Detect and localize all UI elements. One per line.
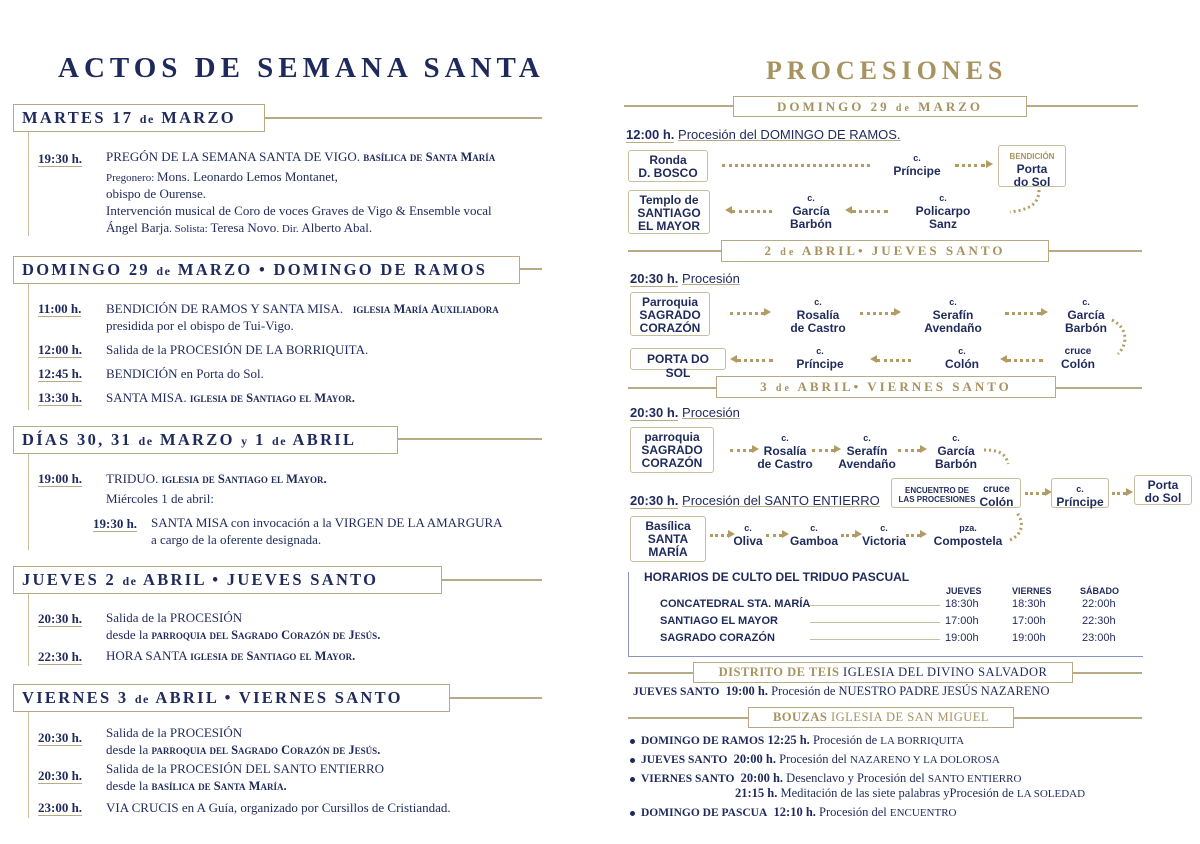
event-text: presidida por el obispo de Tui-Vigo.	[106, 318, 294, 333]
section-rule	[28, 712, 29, 818]
route-arrow	[730, 449, 752, 452]
event-text: desde la parroquia del Sagrado Corazón de Jesús.	[106, 627, 381, 642]
band-bouzas: BOUZAS IGLESIA DE SAN MIGUEL	[748, 707, 1014, 728]
table-column-header: JUEVES	[946, 586, 982, 596]
route-curve	[982, 444, 1018, 468]
event-text: TRIDUO. iglesia de Santiago el Mayor.	[106, 471, 327, 486]
event-text: VIA CRUCIS en A Guía, organizado por Cursillos de Cristiandad.	[106, 800, 451, 815]
event-time: 12:00 h.	[38, 342, 83, 357]
event-time: 20:30 h.	[38, 611, 83, 626]
section-rule	[28, 454, 29, 550]
route-curve	[1108, 318, 1134, 358]
event-time: 12:45 h.	[38, 366, 83, 381]
event-text: desde la basílica de Santa María.	[106, 778, 287, 793]
route-curve	[1004, 510, 1028, 546]
route-node-basilica: Basílica SANTA MARÍA	[630, 516, 706, 562]
divider	[262, 117, 542, 119]
route-time: 20:30 h. Procesión	[630, 405, 740, 420]
route-arrow	[898, 449, 920, 452]
route-arrow	[730, 312, 764, 315]
route-stop: pza. Compostela	[933, 523, 1003, 548]
divider	[396, 438, 542, 440]
route-stop: c. Príncipe	[893, 153, 941, 178]
table-cell: 18:30h	[1012, 598, 1046, 610]
event-time: 19:30 h.	[93, 516, 138, 531]
event-text: desde la parroquia del Sagrado Corazón de Jesús.	[106, 742, 381, 757]
table-cell: 17:00h	[1012, 615, 1046, 627]
route-stop: c. García Barbón	[935, 433, 977, 471]
table-row-name: SANTIAGO EL MAYOR	[660, 615, 778, 627]
procesiones-title: PROCESIONES	[766, 56, 1008, 85]
event-time: 13:30 h.	[38, 390, 83, 405]
event-text: Salida de la PROCESIÓN	[106, 725, 243, 740]
route-time: 12:00 h. Procesión del DOMINGO DE RAMOS.	[626, 127, 901, 142]
event-time: 22:30 h.	[38, 649, 83, 664]
route-arrow	[1005, 312, 1041, 315]
divider	[440, 579, 542, 581]
route-stop: c. García Barbón	[1065, 297, 1107, 335]
arrow-head	[894, 308, 901, 316]
route-arrow	[737, 359, 773, 362]
route-stop: c. García Barbón	[790, 193, 832, 231]
bouzas-line: DOMINGO DE PASCUA 12:10 h. Procesión del ENCUENTRO	[630, 805, 956, 820]
table-column-header: SÁBADO	[1080, 586, 1120, 596]
route-stop: c. Serafín Avendaño	[838, 433, 896, 471]
route-stop: c. Rosalía de Castro	[790, 297, 846, 335]
route-node-principe: c. Príncipe	[1051, 478, 1109, 508]
event-text: Salida de la PROCESIÓN	[106, 610, 243, 625]
bouzas-line: JUEVES SANTO 20:00 h. Procesión del NAZARENO Y LA DOLOROSA	[630, 752, 1000, 767]
event-text: BENDICIÓN DE RAMOS Y SANTA MISA. iglesia María Auxiliadora	[106, 301, 499, 316]
table-title: HORARIOS DE CULTO DEL TRIDUO PASCUAL	[644, 570, 910, 584]
route-time: 20:30 h. Procesión	[630, 271, 740, 286]
page-title: ACTOS DE SEMANA SANTA	[58, 52, 545, 84]
leader-line	[810, 605, 940, 606]
arrow-head	[845, 206, 852, 214]
event-text: obispo de Ourense.	[106, 186, 207, 201]
bouzas-line: 21:15 h. Meditación de las siete palabras yProcesión de LA SOLEDAD	[735, 786, 1086, 800]
arrow-head	[920, 530, 927, 538]
table-cell: 23:00h	[1082, 632, 1116, 644]
table-cell: 19:00h	[1012, 632, 1046, 644]
band-domingo-29: DOMINGO 29 de MARZO	[733, 96, 1027, 117]
section-header-martes: MARTES 17 de MARZO	[13, 104, 265, 132]
event-text: PREGÓN DE LA SEMANA SANTA DE VIGO. basílica de Santa María	[106, 149, 496, 164]
table-row-name: CONCATEDRAL STA. MARÍA	[660, 598, 811, 610]
arrow-head	[1126, 488, 1133, 496]
route-node: Ronda D. BOSCO	[628, 150, 708, 182]
event-time: 19:30 h.	[38, 151, 83, 166]
event-text: SANTA MISA. iglesia de Santiago el Mayor.	[106, 390, 355, 405]
band-jueves-santo: 2 de ABRIL• JUEVES SANTO	[721, 240, 1049, 262]
event-text: Intervención musical de Coro de voces Graves de Vigo & Ensemble vocal	[106, 203, 492, 218]
arrow-head	[764, 308, 771, 316]
divider	[448, 697, 542, 699]
route-arrow	[955, 164, 985, 167]
section-rule	[28, 132, 29, 236]
route-curve	[1006, 188, 1046, 218]
event-text: SANTA MISA con invocación a la VIRGEN DE LA AMARGURA	[151, 515, 503, 530]
section-header-jueves: JUEVES 2 de ABRIL • JUEVES SANTO	[13, 566, 442, 594]
route-node-parroquia: Parroquia SAGRADO CORAZÓN	[630, 292, 710, 336]
teis-line: JUEVES SANTO 19:00 h. Procesión de NUESTRO PADRE JESÚS NAZARENO	[633, 684, 1050, 698]
leader-line	[810, 622, 940, 623]
event-text: a cargo de la oferente designada.	[151, 532, 322, 547]
section-header-dias: DÍAS 30, 31 de MARZO y 1 de ABRIL	[13, 426, 398, 454]
route-arrow	[1007, 359, 1043, 362]
event-time: 20:30 h.	[38, 730, 83, 745]
band-teis: DISTRITO DE TEIS IGLESIA DEL DIVINO SALVADOR	[693, 662, 1073, 683]
table-cell: 17:00h	[945, 615, 979, 627]
event-text: Ángel Barja. Solista: Teresa Novo. Dir. Alberto Abal.	[106, 220, 373, 235]
event-time: 23:00 h.	[38, 800, 83, 815]
event-time: 20:30 h.	[38, 768, 83, 783]
table-cell: 22:30h	[1082, 615, 1116, 627]
route-arrow	[906, 534, 920, 537]
section-rule	[28, 284, 29, 410]
route-node-porta-do-sol: Porta do Sol	[1134, 475, 1192, 505]
event-text: Miércoles 1 de abril:	[106, 491, 214, 506]
event-time: 19:00 h.	[38, 471, 83, 486]
table-row-name: SAGRADO CORAZÓN	[660, 632, 775, 644]
route-arrow	[722, 164, 870, 167]
route-arrow	[1112, 492, 1126, 495]
route-node-porta-do-sol: BENDICIÓN Porta do Sol	[998, 145, 1066, 187]
section-header-domingo: DOMINGO 29 de MARZO • DOMINGO DE RAMOS	[13, 256, 520, 284]
section-rule	[28, 594, 29, 666]
bouzas-line: VIERNES SANTO 20:00 h. Desenclavo y Procesión del SANTO ENTIERRO	[630, 771, 1021, 786]
event-text: Pregonero: Mons. Leonardo Lemos Montanet,	[106, 169, 338, 184]
route-stop: c. Serafín Avendaño	[924, 297, 982, 335]
bouzas-line: DOMINGO DE RAMOS 12:25 h. Procesión de LA BORRIQUITA	[630, 733, 964, 748]
route-stop: c. Colón	[945, 346, 979, 371]
route-stop: cruce Colón	[1061, 346, 1095, 371]
route-arrow	[710, 534, 730, 537]
route-time: 20:30 h. Procesión del SANTO ENTIERRO	[630, 493, 880, 508]
arrow-head	[870, 355, 877, 363]
route-stop: c. Policarpo Sanz	[915, 193, 971, 231]
table-cell: 19:00h	[945, 632, 979, 644]
route-arrow	[877, 359, 911, 362]
band-viernes-santo: 3 de ABRIL• VIERNES SANTO	[716, 376, 1056, 398]
event-text: Salida de la PROCESIÓN DEL SANTO ENTIERRO	[106, 761, 385, 776]
arrow-head	[920, 445, 927, 453]
leader-line	[810, 639, 940, 640]
route-stop: c. Oliva	[733, 523, 763, 548]
event-text: Salida de la PROCESIÓN DE LA BORRIQUITA.	[106, 342, 369, 357]
event-time: 11:00 h.	[38, 301, 82, 316]
route-arrow	[766, 534, 782, 537]
arrow-head	[1041, 308, 1048, 316]
route-node-parroquia: parroquia SAGRADO CORAZÓN	[630, 427, 714, 473]
table-column-header: VIERNES	[1012, 586, 1052, 596]
table-cell: 22:00h	[1082, 598, 1116, 610]
route-stop: c. Victoria	[862, 523, 906, 548]
route-node-encuentro: ENCUENTRO DE LAS PROCESIONEScruce Colón	[891, 478, 1021, 508]
section-header-viernes: VIERNES 3 de ABRIL • VIERNES SANTO	[13, 684, 450, 712]
arrow-head	[725, 206, 732, 214]
route-arrow	[852, 210, 888, 213]
route-arrow	[860, 312, 894, 315]
event-text: HORA SANTA iglesia de Santiago el Mayor.	[106, 648, 356, 663]
route-arrow	[812, 449, 834, 452]
arrow-head	[1000, 355, 1007, 363]
route-arrow	[732, 210, 772, 213]
table-cell: 18:30h	[945, 598, 979, 610]
route-stop: c. Príncipe	[796, 346, 844, 371]
route-arrow	[841, 534, 855, 537]
route-node-templo: Templo de SANTIAGO EL MAYOR	[628, 190, 710, 234]
event-text: BENDICIÓN en Porta do Sol.	[106, 366, 264, 381]
route-node-porta-do-sol: PORTA DO SOL	[630, 348, 726, 370]
divider	[518, 268, 542, 270]
arrow-head	[986, 160, 993, 168]
route-stop: c. Gamboa	[789, 523, 838, 548]
route-stop: c. Rosalía de Castro	[757, 433, 813, 471]
arrow-head	[730, 355, 737, 363]
route-arrow	[1025, 492, 1045, 495]
